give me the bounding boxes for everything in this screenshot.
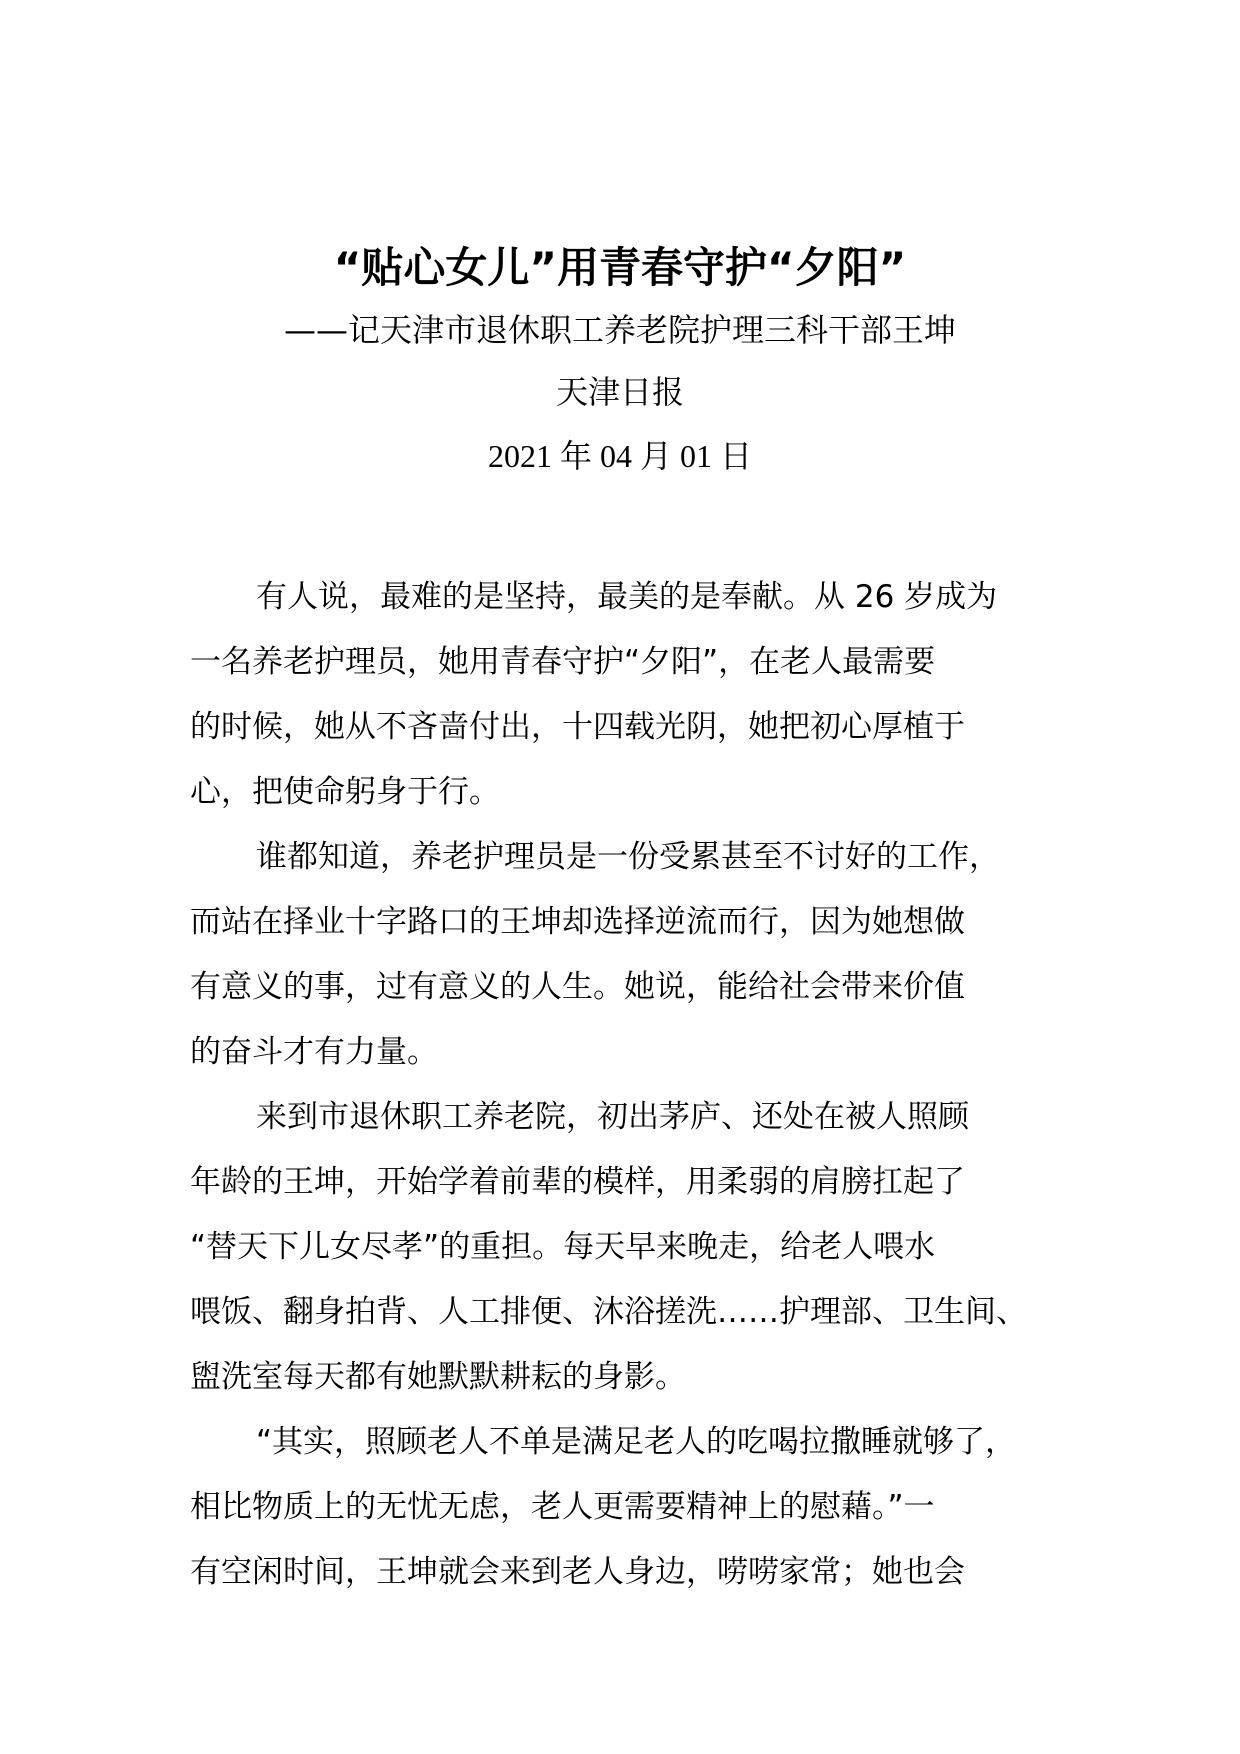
article-source: 天津日报: [555, 373, 684, 411]
article-title: “贴心女儿”用青春守护“夕阳”: [333, 243, 907, 292]
paragraph-line: 心，把使命躬身于行。: [190, 774, 500, 810]
paragraph-1: [190, 565, 1090, 825]
paragraph-line: 年龄的王坤，开始学着前辈的模样，用柔弱的肩膀扛起了: [190, 1164, 965, 1200]
paragraph-4: [190, 1410, 1090, 1605]
article-date: 2021 年 04 月 01 日: [487, 438, 752, 474]
paragraph-line: 谁都知道，养老护理员是一份受累甚至不讨好的工作，: [256, 839, 1000, 875]
paragraph-line: 有空闲时间，王坤就会来到老人身边，唠唠家常；她也会: [190, 1554, 965, 1590]
paragraph-line: 一名养老护理员，她用青春守护“夕阳”，在老人最需要: [190, 644, 936, 680]
paragraph-line: “其实，照顾老人不单是满足老人的吃喝拉撒睡就够了，: [256, 1424, 1017, 1460]
article-body: [190, 565, 1090, 1605]
paragraph-line: 来到市退休职工养老院，初出茅庐、还处在被人照顾: [256, 1099, 969, 1135]
paragraph-line: 的奋斗才有力量。: [190, 1034, 438, 1070]
paragraph-line: 喂饭、翻身拍背、人工排便、沐浴搓洗……护理部、卫生间、: [190, 1294, 1027, 1330]
paragraph-line: “替天下儿女尽孝”的重担。每天早来晚走，给老人喂水: [190, 1229, 936, 1265]
paragraph-line: 而站在择业十字路口的王坤却选择逆流而行，因为她想做: [190, 904, 965, 940]
paragraph-line: 盥洗室每天都有她默默耕耘的身影。: [190, 1359, 686, 1395]
paragraph-line: 有意义的事，过有意义的人生。她说，能给社会带来价值: [190, 969, 965, 1005]
paragraph-line: 有人说，最难的是坚持，最美的是奉献。从 26 岁成为: [256, 579, 998, 615]
paragraph-2: [190, 825, 1090, 1085]
paragraph-3: [190, 1085, 1090, 1410]
article-subtitle: ——记天津市退休职工养老院护理三科干部王坤: [283, 311, 956, 349]
paragraph-line: 的时候，她从不吝啬付出，十四载光阴，她把初心厚植于: [190, 709, 965, 745]
paragraph-line: 相比物质上的无忧无虑，老人更需要精神上的慰藉。”一: [190, 1489, 935, 1525]
